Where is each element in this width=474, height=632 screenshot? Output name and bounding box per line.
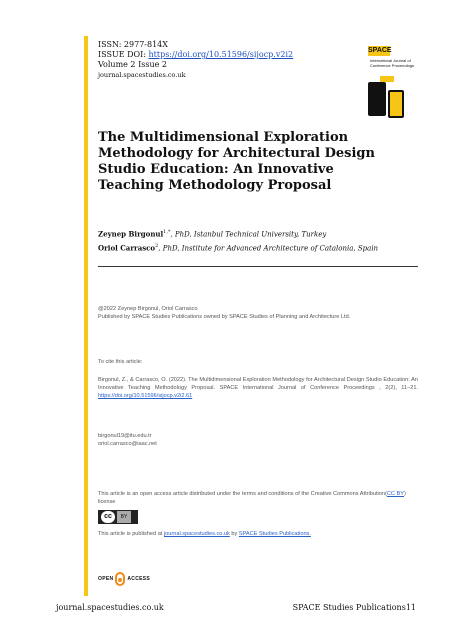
by-icon: BY	[117, 511, 131, 523]
doi-label: ISSUE DOI:	[98, 50, 149, 59]
logo-shape	[388, 90, 404, 118]
author-mark: 1,*	[163, 229, 171, 235]
open-lock-icon	[115, 572, 125, 586]
email-1[interactable]: birgonul19@itu.edu.tr	[98, 433, 152, 439]
cite-label: To cite this article:	[98, 359, 143, 365]
issue-doi-link[interactable]: https://doi.org/10.51596/sijocp.v2i2	[148, 50, 294, 59]
cc-by-link[interactable]: CC BY	[386, 491, 404, 497]
journal-header	[98, 40, 338, 80]
issn: ISSN: 2977-814X	[98, 40, 168, 49]
citation	[98, 376, 418, 400]
space-logo-name: SPACE	[368, 47, 392, 54]
citation-text: Birgonul, Z., & Carrasco, O. (2022). The Multidimensional Exploration Methodology for Architectural Design Studio Education: An Innovative Teaching Methodology Proposal. SPACE International Journal of Conference Proceedings , 2(2), 11–21.	[98, 377, 418, 391]
journal-site: journal.spacestudies.co.uk	[98, 71, 186, 79]
copyright	[98, 305, 418, 321]
cc-icon: cc	[101, 511, 115, 523]
page-number: 11	[405, 603, 416, 612]
publisher-link[interactable]: SPACE Studies Publications.	[238, 531, 311, 537]
divider	[98, 266, 418, 267]
article-title: The Multidimensional Exploration Methodology for Architectural Design Studio Education: An Innovative Teaching Methodology Proposal	[98, 130, 375, 193]
space-logo	[360, 42, 418, 120]
issue-doi	[98, 50, 338, 60]
published-note	[98, 530, 418, 538]
author-name: Oriol Carrasco	[98, 243, 156, 253]
license-text	[98, 490, 418, 506]
author-1	[98, 229, 326, 238]
access-label: ACCESS	[127, 576, 151, 582]
open-access-logo	[98, 570, 150, 588]
footer-publisher-name: SPACE Studies Publications	[292, 603, 406, 612]
logo-shape	[368, 82, 386, 116]
open-label: OPEN	[98, 576, 114, 582]
license-text-after: ) license	[98, 491, 406, 505]
author-mark: 2	[155, 243, 159, 249]
copyright-line: @2022 Zeynep Birgonul, Oriol Carrasco	[98, 306, 198, 312]
author-affiliation: , PhD, Istanbul Technical University, Turkey	[170, 230, 327, 239]
author-affiliation: , PhD, Institute for Advanced Architecture of Catalonia, Spain	[158, 244, 379, 253]
author-2	[98, 243, 378, 252]
published-text-mid: by	[229, 531, 239, 537]
citation-doi-link[interactable]: https://doi.org/10.51596/sijocp.v2i2.61	[98, 393, 193, 399]
journal-site-link[interactable]: journal.spacestudies.co.uk	[163, 531, 230, 537]
space-logo-subtitle: International Journal of Conference Proceedings	[370, 58, 415, 68]
footer-publisher	[293, 603, 416, 612]
author-emails	[98, 432, 418, 448]
footer-site: journal.spacestudies.co.uk	[56, 603, 164, 612]
volume: Volume 2 Issue 2	[98, 60, 167, 69]
author-name: Zeynep Birgonul	[98, 229, 164, 239]
publisher-line: Published by SPACE Studies Publications owned by SPACE Studies of Planning and Architecture Ltd.	[98, 314, 351, 320]
published-text-before: This article is published at	[98, 531, 164, 537]
accent-bar	[84, 36, 88, 596]
license-text-before: This article is an open access article distributed under the terms and conditions of the Creative Commons Attribution(	[98, 491, 387, 497]
cc-by-badge[interactable]	[98, 510, 138, 524]
email-2[interactable]: oriol.carrasco@iaac.net	[98, 441, 157, 447]
